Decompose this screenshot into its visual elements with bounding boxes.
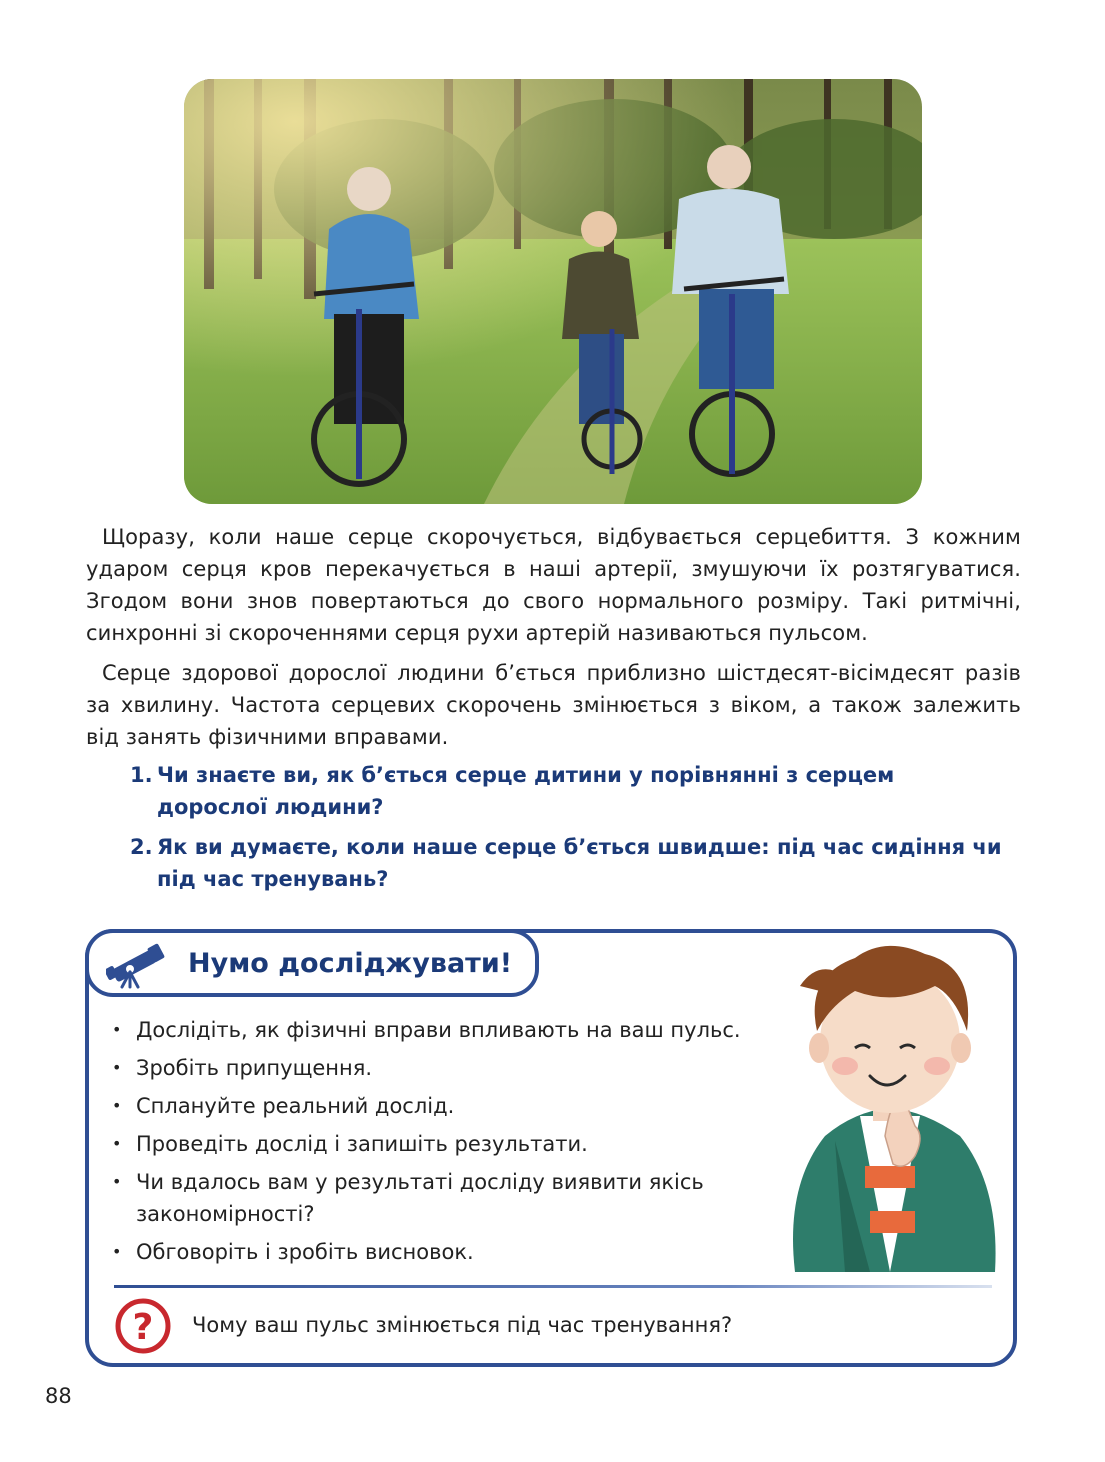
list-item <box>112 1166 712 1230</box>
list-item-text: Дослідіть, як фізичні вправи впливають на ваш пульс. <box>136 1018 741 1042</box>
list-item <box>112 1090 792 1122</box>
question-item <box>130 759 1010 823</box>
research-question: Чому ваш пульс змінюється під час тренування? <box>192 1313 733 1337</box>
explore-list <box>112 1014 792 1274</box>
svg-text:?: ? <box>132 1307 154 1348</box>
question-text: Як ви думаєте, коли наше серце б’ється швидше: під час сидіння чи під час тренувань? <box>157 835 1002 891</box>
page-number: 88 <box>45 1384 72 1408</box>
question-number: 1. <box>130 763 153 787</box>
bullet: • <box>112 1172 122 1191</box>
list-item <box>112 1128 792 1160</box>
list-item <box>112 1236 792 1268</box>
list-item-text: Обговоріть і зробіть висновок. <box>136 1240 474 1264</box>
bullet: • <box>112 1058 122 1077</box>
question-number: 2. <box>130 835 153 859</box>
explore-title: Нумо досліджувати! <box>188 948 513 979</box>
bullet: • <box>112 1134 122 1153</box>
question-list <box>130 759 1010 903</box>
question-mark-icon <box>114 1297 172 1359</box>
list-item <box>112 1052 792 1084</box>
paragraph-heart-rate: Серце здорової дорослої людини б’ється приблизно шістдесят-вісімдесят разів за хвилину. Частота серцевих скорочень змінюється з віком, а також залежить від занять фізичними вправами. <box>86 661 1021 749</box>
list-item <box>112 1014 792 1046</box>
list-item-text: Проведіть дослід і запишіть результати. <box>136 1132 588 1156</box>
question-item <box>130 831 1010 895</box>
telescope-icon <box>106 937 168 993</box>
boy-illustration <box>775 936 1005 1276</box>
main-text <box>86 521 1021 761</box>
bullet: • <box>112 1096 122 1115</box>
bullet: • <box>112 1242 122 1261</box>
paragraph-pulse-definition: Щоразу, коли наше серце скорочується, відбувається серцебиття. З кожним ударом серця кров перекачується в наші артерії, змушуючи їх розтягуватися. Згодом вони знов повертаються до свого нормального розміру. Такі ритмічні, синхронні зі скороченнями серця рухи артерій називаються пульсом. <box>86 525 1021 645</box>
photo-family-cycling <box>184 79 922 504</box>
divider <box>114 1285 992 1288</box>
bullet: • <box>112 1020 122 1039</box>
list-item-text: Чи вдалось вам у результаті досліду виявити якісь закономірності? <box>136 1170 704 1226</box>
question-text: Чи знаєте ви, як б’ється серце дитини у порівнянні з серцем дорослої людини? <box>157 763 895 819</box>
list-item-text: Сплануйте реальний дослід. <box>136 1094 455 1118</box>
list-item-text: Зробіть припущення. <box>136 1056 373 1080</box>
